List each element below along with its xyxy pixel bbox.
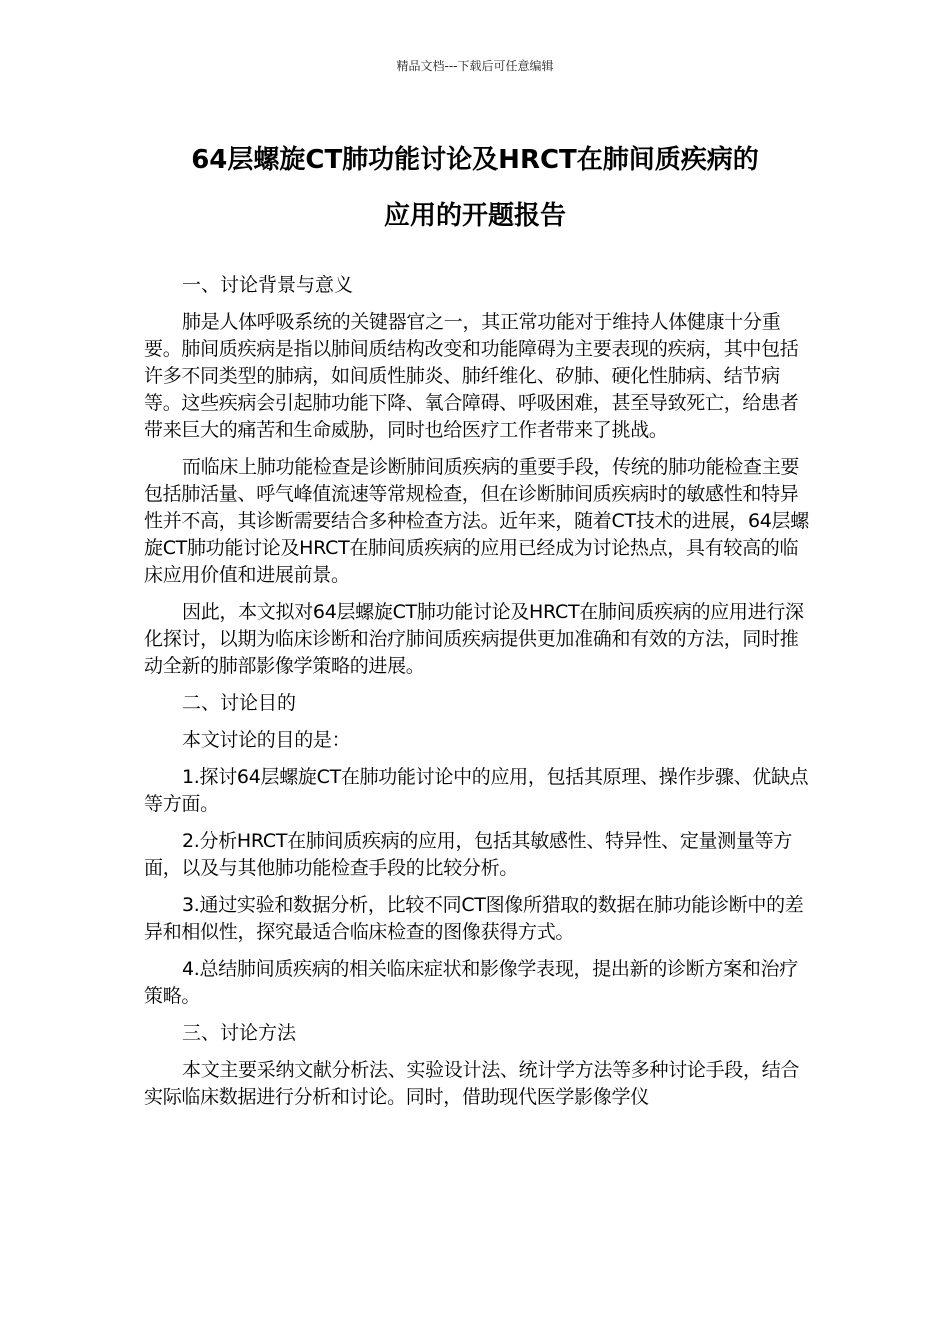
paragraph-clinical-examination: 而临床上肺功能检查是诊断肺间质疾病的重要手段，传统的肺功能检查主要包括肺活量、呼气峰值流速等常规检查，但在诊断肺间质疾病时的敏感性和特异性并不高，其诊断需要结合多种检查方法。近年来，随着CT技术的进展，64层螺旋CT肺功能讨论及HRCT在肺间质疾病的应用已经成为讨论热点，具有较高的临床应用价值和进展前景。: [144, 456, 809, 586]
paragraph-objectives-intro: 本文讨论的目的是：: [182, 729, 351, 751]
paragraph-lung-importance: 肺是人体呼吸系统的关键器官之一，其正常功能对于维持人体健康十分重要。肺间质疾病是指以肺间质结构改变和功能障碍为主要表现的疾病，其中包括许多不同类型的肺病，如间质性肺炎、肺纤维化、矽肺、硬化性肺病、结节病等。这些疾病会引起肺功能下降、氧合障碍、呼吸困难，甚至导致死亡，给患者带来巨大的痛苦和生命威胁，同时也给医疗工作者带来了挑战。: [144, 311, 799, 441]
document-body: [144, 272, 812, 1121]
list-item-objective-1: 1.探讨64层螺旋CT在肺功能讨论中的应用，包括其原理、操作步骤、优缺点等方面。: [144, 766, 809, 815]
list-item-objective-4: 4.总结肺间质疾病的相关临床症状和影像学表现，提出新的诊断方案和治疗策略。: [144, 958, 798, 1007]
document-title-line-2: 应用的开题报告: [383, 201, 566, 231]
header-note: 精品文档---下载后可任意编辑: [396, 59, 554, 73]
section-heading-objectives: 二、讨论目的: [182, 692, 297, 714]
document-title: [120, 132, 830, 244]
list-item-objective-2: 2.分析HRCT在肺间质疾病的应用，包括其敏感性、特异性、定量测量等方面，以及与其他肺功能检查手段的比较分析。: [144, 830, 793, 879]
document-title-line-1: 64层螺旋CT肺功能讨论及HRCT在肺间质疾病的: [191, 145, 759, 175]
paragraph-purpose-statement: 因此，本文拟对64层螺旋CT肺功能讨论及HRCT在肺间质疾病的应用进行深化探讨，以期为临床诊断和治疗肺间质疾病提供更加准确和有效的方法，同时推动全新的肺部影像学策略的进展。: [144, 601, 804, 677]
paragraph-methods: 本文主要采纳文献分析法、实验设计法、统计学方法等多种讨论手段，结合实际临床数据进行分析和讨论。同时，借助现代医学影像学仪: [144, 1059, 800, 1108]
list-item-objective-3: 3.通过实验和数据分析，比较不同CT图像所猎取的数据在肺功能诊断中的差异和相似性，探究最适合临床检查的图像获得方式。: [144, 894, 804, 943]
section-heading-background: 一、讨论背景与意义: [182, 274, 354, 296]
section-heading-methods: 三、讨论方法: [182, 1022, 297, 1044]
